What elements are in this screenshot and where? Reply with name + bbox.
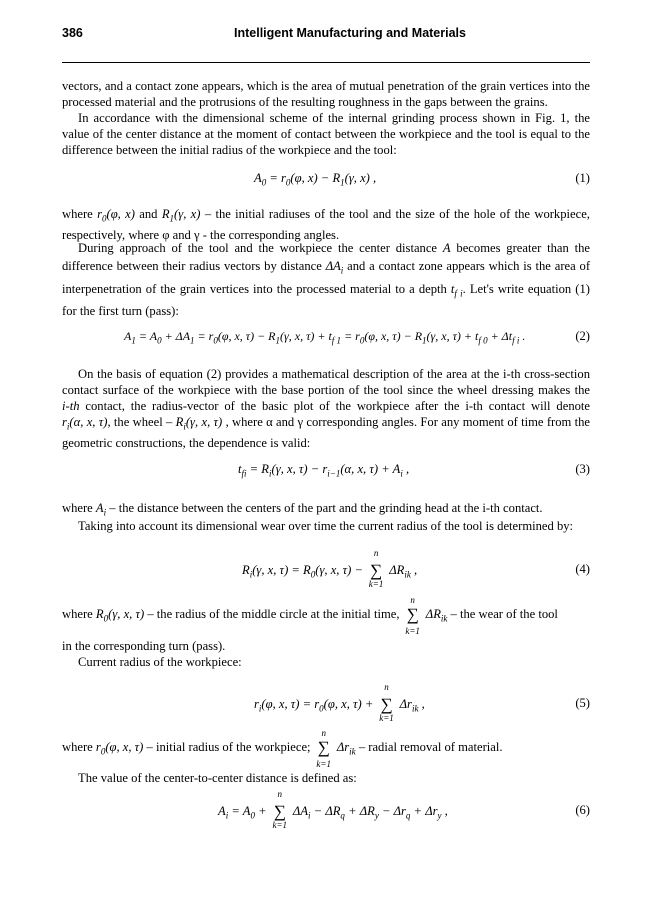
equation-5-body: $r_i(\varphi$, x, $\tau) = r_0(\varphi$, x, τ) + n ∑ k=1 $\Delta r_{ik}$ , xyxy=(254,682,425,723)
running-header-title: Intelligent Manufacturing and Materials xyxy=(234,26,466,40)
equation-number-1: (1) xyxy=(575,171,590,185)
equation-3-body: $t_{fi} = R_i(\gamma$, x, $\tau) - r_{i-1}(\alpha$, x, $\tau) + A_i$ , xyxy=(238,462,410,479)
paragraph-8: where $R_0(\gamma$, x, τ) – the radius of the middle circle at the initial time, n ∑ k=1 $\Delta R_{ik}$ – the wear of the tool xyxy=(62,595,558,637)
paragraph-8-continuation: in the corresponding turn (pass). xyxy=(62,639,226,653)
equation-number-5: (5) xyxy=(575,696,590,710)
paragraph-7: Taking into account its dimensional wear over time the current radius of the tool is determined by: xyxy=(78,519,574,533)
paragraph-2: In accordance with the dimensional scheme of the internal grinding process shown in Fig. 1, the value of the center distance at the moment of contact between the workpiece and the tool is equal to the difference between the initial radius of the workpiece and the tool: xyxy=(62,111,590,157)
paragraph-4: During approach of the tool and the workpiece the center distance A becomes greater than the difference between their radius vectors by distance $\Delta A_i$ and a contact zone appears which is the area of interpenetration of the grain vertices into the processed material to a depth $t_{f i}$. Let's write equation (1) for the first turn (pass): xyxy=(62,241,591,319)
equation-6-body: $A_i = A_0$ + n ∑ k=1 $\Delta A_i - \Delta R_q + \Delta R_y - \Delta r_q + \Delta r_y$ , xyxy=(218,789,448,830)
paragraph-10: where $r_0(\varphi$, x, τ) – initial radius of the workpiece; n ∑ k=1 $\Delta r_{ik}$ – radial removal of material. xyxy=(62,728,503,770)
equation-number-3: (3) xyxy=(575,462,590,476)
paragraph-3: where $r_0(\varphi$, x) and $R_1(\gamma$, x) – the initial radiuses of the tool and the size of the hole of the workpiece, respectively, where φ and γ - the corresponding angles. xyxy=(62,207,590,242)
paragraph-5: On the basis of equation (2) provides a mathematical description of the area at the i-th cross-section contact surface of the workpiece with the base portion of the tool since the wheel dressing makes the i-th contact, the radius-vector of the basic plot of the workpiece after the i-th contact will denote $r_i(\alpha$, x, τ), the wheel – $R_i(\gamma$, x, τ) , where α and γ corresponding angles. For any moment of time from the geometric constructions, the dependence is valid: xyxy=(62,367,591,450)
summation-symbol: n ∑ k=1 xyxy=(272,789,288,830)
equation-2-body: $A_1 = A_0 + \Delta A_1 = r_0(\varphi$, x, $\tau) - R_1(\gamma$, x, $\tau) + t_{f 1} = r_0(\varphi$, x, $\tau) - R_1(\gamma$, x, $\tau) + t_{f 0} + \Delta t_{f i}$ . xyxy=(124,329,526,346)
paragraph-1: vectors, and a contact zone appears, which is the area of mutual penetration of the grain vertices into the processed material and the protrusions of the resulting roughness in the gaps between the grains. xyxy=(62,79,590,109)
paragraph-9: Current radius of the workpiece: xyxy=(78,655,242,669)
equation-1-body: $A_0 = r_0(\varphi$, $x) - R_1(\gamma$, x) , xyxy=(254,171,377,188)
page-number: 386 xyxy=(62,26,83,40)
equation-number-6: (6) xyxy=(575,803,590,817)
summation-symbol: n ∑ k=1 xyxy=(405,595,420,637)
paragraph-11: The value of the center-to-center distance is defined as: xyxy=(78,771,357,785)
summation-symbol: n ∑ k=1 xyxy=(316,728,331,770)
header-rule xyxy=(62,62,590,63)
equation-number-4: (4) xyxy=(575,562,590,576)
paragraph-6: where $A_i$ – the distance between the centers of the part and the grinding head at the i-th contact. xyxy=(62,501,543,518)
equation-number-2: (2) xyxy=(575,329,590,343)
summation-symbol: n ∑ k=1 xyxy=(379,682,394,723)
summation-symbol: n ∑ k=1 xyxy=(368,548,384,589)
equation-4-body: $R_i(\gamma$, x, $\tau) = R_0(\gamma$, x, τ) − n ∑ k=1 $\Delta R_{ik}$ , xyxy=(242,548,418,589)
